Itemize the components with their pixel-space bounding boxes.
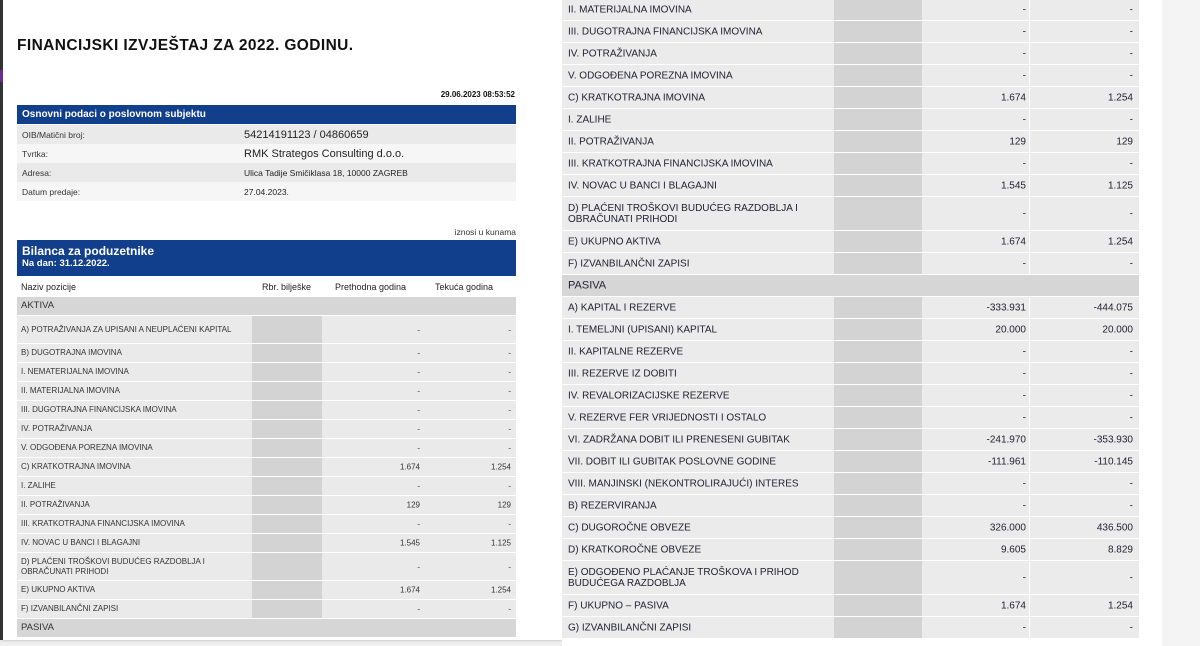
info-value: RMK Strategos Consulting d.o.o. — [239, 144, 516, 163]
column-divider — [1029, 43, 1030, 64]
curr-year-value: 436.500 — [1096, 522, 1133, 533]
table-row — [562, 21, 1139, 43]
note-cell — [252, 401, 322, 419]
right-document-panel — [562, 0, 1162, 646]
table-row — [562, 253, 1139, 275]
curr-year-value: - — [508, 325, 511, 334]
column-divider — [1029, 407, 1030, 428]
note-cell — [834, 153, 922, 174]
balance-sheet-header — [17, 240, 516, 276]
column-divider — [1029, 175, 1030, 196]
note-cell — [834, 407, 922, 428]
row-label: III. KRATKOTRAJNA FINANCIJSKA IMOVINA — [568, 158, 773, 169]
curr-year-value: 1.254 — [1107, 92, 1133, 103]
note-cell — [834, 175, 922, 196]
row-label: E) UKUPNO AKTIVA — [568, 236, 661, 247]
section-row — [17, 297, 516, 316]
left-document-panel — [0, 0, 562, 640]
curr-year-value: - — [1129, 258, 1133, 269]
info-label: Datum predaje: — [17, 182, 239, 201]
curr-year-value: - — [1129, 390, 1133, 401]
prev-year-value: 129 — [1009, 136, 1026, 147]
column-divider — [1029, 595, 1030, 616]
prev-year-value: 1.674 — [1000, 92, 1026, 103]
note-cell — [834, 43, 922, 64]
row-label: III. REZERVE IZ DOBITI — [568, 368, 677, 379]
row-label: II. POTRAŽIVANJA — [21, 500, 90, 509]
table-row — [562, 451, 1139, 473]
column-headers — [17, 278, 516, 296]
table-row — [562, 87, 1139, 109]
table-row — [17, 477, 516, 496]
curr-year-value: - — [1129, 500, 1133, 511]
row-label: I. ZALIHE — [568, 114, 612, 125]
left-balance-rows — [17, 297, 516, 638]
section-row — [562, 275, 1139, 297]
company-info-table — [17, 125, 516, 201]
curr-year-value: 129 — [497, 500, 511, 510]
prev-year-value: - — [417, 562, 420, 571]
column-divider — [1029, 473, 1030, 494]
row-label: I. NEMATERIJALNA IMOVINA — [21, 367, 129, 376]
prev-year-value: - — [1022, 622, 1026, 633]
note-cell — [834, 429, 922, 450]
row-label: V. ODGOĐENA POREZNA IMOVINA — [568, 70, 733, 81]
curr-year-value: 20.000 — [1102, 324, 1133, 335]
info-row — [17, 144, 516, 163]
table-row — [562, 65, 1139, 87]
row-label: II. POTRAŽIVANJA — [568, 136, 654, 147]
column-divider — [1029, 319, 1030, 340]
prev-year-value: - — [1022, 390, 1026, 401]
table-row — [562, 0, 1139, 21]
row-label: II. MATERIJALNA IMOVINA — [21, 386, 120, 395]
column-divider — [1029, 341, 1030, 362]
note-cell — [834, 451, 922, 472]
note-cell — [834, 319, 922, 340]
column-divider — [1029, 109, 1030, 130]
prev-year-value: - — [1022, 258, 1026, 269]
prev-year-value: 1.545 — [1000, 180, 1026, 191]
prev-year-value: -241.970 — [986, 434, 1026, 445]
note-cell — [834, 253, 922, 274]
section-row — [17, 619, 516, 638]
column-divider — [1029, 253, 1030, 274]
row-label: D) PLAĆENI TROŠKOVI BUDUĆEG RAZDOBLJA I OBRAČUNATI PRIHODI — [21, 556, 205, 576]
column-divider — [1029, 561, 1030, 594]
column-divider — [1029, 617, 1030, 638]
column-divider — [1029, 87, 1030, 108]
note-cell — [252, 534, 322, 552]
info-label: Adresa: — [17, 163, 239, 182]
row-label: C) DUGOROČNE OBVEZE — [568, 522, 691, 533]
curr-year-value: - — [508, 443, 511, 453]
note-cell — [252, 553, 322, 580]
info-section-header: Osnovni podaci o poslovnom subjektu — [17, 105, 516, 124]
note-cell — [252, 363, 322, 381]
prev-year-value: - — [1022, 500, 1026, 511]
table-row — [17, 515, 516, 534]
prev-year-value: 20.000 — [995, 324, 1026, 335]
prev-year-value: - — [1022, 70, 1026, 81]
balance-sheet-title: Bilanca za poduzetnike — [22, 244, 155, 258]
row-label: B) REZERVIRANJA — [568, 500, 657, 511]
row-label: IV. POTRAŽIVANJA — [568, 48, 657, 59]
curr-year-value: - — [1129, 48, 1133, 59]
note-cell — [834, 109, 922, 130]
note-cell — [834, 65, 922, 86]
row-label: B) DUGOTRAJNA IMOVINA — [21, 348, 122, 357]
row-label: IV. POTRAŽIVANJA — [21, 424, 93, 433]
note-cell — [834, 197, 922, 230]
curr-year-value: - — [1129, 368, 1133, 379]
row-label: C) KRATKOTRAJNA IMOVINA — [21, 462, 131, 471]
table-row — [562, 617, 1139, 639]
curr-year-value: 8.829 — [1107, 544, 1133, 555]
table-row — [17, 600, 516, 619]
table-row — [562, 231, 1139, 253]
report-timestamp: 29.06.2023 08:53:52 — [440, 90, 515, 99]
table-row — [562, 517, 1139, 539]
table-row — [17, 316, 516, 344]
prev-year-value: - — [1022, 114, 1026, 125]
prev-year-value: - — [1022, 26, 1026, 37]
prev-year-value: -111.961 — [988, 456, 1026, 467]
curr-year-value: - — [1129, 478, 1133, 489]
prev-year-value: - — [417, 519, 420, 529]
note-cell — [834, 0, 922, 20]
row-label: VIII. MANJINSKI (NEKONTROLIRAJUĆI) INTERES — [568, 478, 799, 489]
note-cell — [834, 617, 922, 638]
row-label: E) UKUPNO AKTIVA — [21, 585, 96, 594]
prev-year-value: - — [417, 325, 420, 334]
curr-year-value: 1.254 — [1107, 600, 1133, 611]
row-label: D) KRATKOROČNE OBVEZE — [568, 544, 702, 555]
note-cell — [834, 87, 922, 108]
prev-year-value: - — [417, 386, 420, 396]
table-row — [562, 153, 1139, 175]
prev-year-value: - — [1022, 158, 1026, 169]
prev-year-value: - — [1022, 48, 1026, 59]
note-cell — [252, 515, 322, 533]
table-row — [562, 429, 1139, 451]
row-label: PASIVA — [21, 622, 54, 633]
prev-year-value: - — [417, 443, 420, 453]
curr-year-value: - — [1129, 208, 1133, 219]
balance-sheet-date: Na dan: 31.12.2022. — [22, 258, 110, 269]
curr-year-value: - — [508, 424, 511, 434]
curr-year-value: - — [508, 481, 511, 491]
table-row — [17, 439, 516, 458]
table-row — [562, 131, 1139, 153]
prev-year-value: - — [1022, 412, 1026, 423]
table-row — [562, 539, 1139, 561]
prev-year-value: - — [1022, 572, 1026, 583]
note-cell — [834, 595, 922, 616]
prev-year-value: - — [1022, 346, 1026, 357]
column-divider — [1029, 539, 1030, 560]
window-edge — [0, 0, 3, 640]
prev-year-value: -333.931 — [986, 302, 1026, 313]
row-label: E) ODGOĐENO PLAĆANJE TROŠKOVA I PRIHOD BUDUĆEGA RAZDOBLJA — [568, 566, 799, 589]
prev-year-value: - — [1022, 368, 1026, 379]
curr-year-value: - — [508, 348, 511, 358]
prev-year-value: - — [1022, 478, 1026, 489]
curr-year-value: - — [1129, 70, 1133, 81]
table-row — [17, 534, 516, 553]
curr-year-value: 1.125 — [490, 538, 511, 548]
row-label: A) KAPITAL I REZERVE — [568, 302, 677, 313]
info-label: Tvrtka: — [17, 144, 239, 163]
row-label: IV. REVALORIZACIJSKE REZERVE — [568, 390, 730, 401]
note-cell — [834, 517, 922, 538]
prev-year-value: 1.545 — [399, 538, 420, 548]
table-row — [17, 496, 516, 515]
table-row — [562, 175, 1139, 197]
info-value: 27.04.2023. — [239, 182, 516, 201]
note-cell — [252, 382, 322, 400]
row-label: IV. NOVAC U BANCI I BLAGAJNI — [568, 180, 717, 191]
note-cell — [834, 363, 922, 384]
curr-year-value: - — [1129, 622, 1133, 633]
table-row — [17, 401, 516, 420]
info-label: OIB/Matični broj: — [17, 125, 239, 144]
prev-year-value: - — [1022, 4, 1026, 15]
curr-year-value: - — [1129, 412, 1133, 423]
note-cell — [252, 581, 322, 599]
right-balance-rows — [562, 0, 1139, 639]
table-row — [17, 344, 516, 363]
row-label: AKTIVA — [21, 300, 55, 311]
column-divider — [1029, 363, 1030, 384]
row-label: C) KRATKOTRAJNA IMOVINA — [568, 92, 706, 103]
table-row — [562, 109, 1139, 131]
row-label: II. KAPITALNE REZERVE — [568, 346, 684, 357]
table-row — [562, 319, 1139, 341]
note-cell — [252, 477, 322, 495]
col-header-curr: Tekuća godina — [435, 282, 494, 292]
row-label: D) PLAĆENI TROŠKOVI BUDUĆEG RAZDOBLJA I OBRAČUNATI PRIHODI — [568, 202, 798, 225]
note-cell — [252, 600, 322, 618]
prev-year-value: - — [417, 367, 420, 377]
note-cell — [252, 420, 322, 438]
document-title: FINANCIJSKI IZVJEŠTAJ ZA 2022. GODINU. — [17, 37, 354, 54]
note-cell — [252, 316, 322, 343]
column-divider — [1029, 131, 1030, 152]
column-divider — [1029, 297, 1030, 318]
curr-year-value: - — [1129, 346, 1133, 357]
curr-year-value: 1.125 — [1107, 180, 1133, 191]
curr-year-value: - — [508, 386, 511, 396]
column-divider — [1029, 21, 1030, 42]
prev-year-value: - — [417, 604, 420, 614]
note-cell — [834, 21, 922, 42]
note-cell — [834, 131, 922, 152]
prev-year-value: - — [417, 481, 420, 491]
col-header-prev: Prethodna godina — [335, 282, 407, 292]
prev-year-value: - — [417, 424, 420, 434]
prev-year-value: 1.674 — [399, 585, 420, 595]
note-cell — [834, 495, 922, 516]
row-label: F) IZVANBILANČNI ZAPISI — [568, 258, 690, 269]
curr-year-value: - — [1129, 114, 1133, 125]
table-row — [562, 363, 1139, 385]
column-divider — [1029, 65, 1030, 86]
info-row — [17, 125, 516, 144]
row-label: PASIVA — [568, 279, 607, 291]
row-label: VI. ZADRŽANA DOBIT ILI PRENESENI GUBITAK — [568, 434, 790, 445]
row-label: III. KRATKOTRAJNA FINANCIJSKA IMOVINA — [21, 519, 185, 528]
curr-year-value: 129 — [1116, 136, 1133, 147]
note-cell — [252, 458, 322, 476]
prev-year-value: 326.000 — [989, 522, 1026, 533]
table-row — [562, 595, 1139, 617]
row-label: I. ZALIHE — [21, 481, 56, 490]
table-row — [17, 553, 516, 581]
table-row — [562, 43, 1139, 65]
note-cell — [834, 297, 922, 318]
info-row — [17, 182, 516, 201]
note-cell — [834, 385, 922, 406]
prev-year-value: - — [1022, 208, 1026, 219]
curr-year-value: - — [508, 562, 511, 571]
table-row — [562, 495, 1139, 517]
note-cell — [252, 439, 322, 457]
note-cell — [834, 231, 922, 252]
column-divider — [1029, 385, 1030, 406]
note-cell — [834, 539, 922, 560]
curr-year-value: -444.075 — [1093, 302, 1133, 313]
info-value: Ulica Tadije Smičiklasa 18, 10000 ZAGREB — [239, 163, 516, 182]
table-row — [562, 407, 1139, 429]
table-row — [17, 363, 516, 382]
info-row — [17, 163, 516, 182]
col-header-name: Naziv pozicije — [21, 282, 77, 292]
row-label: A) POTRAŽIVANJA ZA UPISANI A NEUPLAĆENI KAPITAL — [21, 324, 232, 334]
table-row — [17, 382, 516, 401]
prev-year-value: 1.674 — [399, 462, 420, 472]
curr-year-value: -353.930 — [1093, 434, 1133, 445]
prev-year-value: 9.605 — [1000, 544, 1026, 555]
row-label: IV. NOVAC U BANCI I BLAGAJNI — [21, 538, 141, 547]
column-divider — [1029, 495, 1030, 516]
page-background-gutter — [1162, 0, 1200, 646]
table-row — [17, 458, 516, 477]
row-label: G) IZVANBILANČNI ZAPISI — [568, 622, 692, 633]
curr-year-value: - — [1129, 26, 1133, 37]
curr-year-value: 1.254 — [1107, 236, 1133, 247]
curr-year-value: - — [508, 604, 511, 614]
row-label: F) IZVANBILANČNI ZAPISI — [21, 604, 119, 613]
table-row — [562, 385, 1139, 407]
row-label: V. REZERVE FER VRIJEDNOSTI I OSTALO — [568, 412, 767, 423]
note-cell — [834, 561, 922, 594]
curr-year-value: - — [508, 519, 511, 529]
prev-year-value: 1.674 — [1000, 600, 1026, 611]
col-header-note: Rbr. bilješke — [262, 282, 312, 292]
row-label: II. MATERIJALNA IMOVINA — [568, 4, 692, 15]
prev-year-value: - — [417, 348, 420, 358]
curr-year-value: -110.145 — [1094, 456, 1133, 467]
column-divider — [1029, 153, 1030, 174]
row-label: V. ODGOĐENA POREZNA IMOVINA — [21, 443, 153, 452]
row-label: III. DUGOTRAJNA FINANCIJSKA IMOVINA — [21, 405, 177, 414]
note-cell — [834, 473, 922, 494]
prev-year-value: 1.674 — [1000, 236, 1026, 247]
curr-year-value: 1.254 — [490, 462, 511, 472]
table-row — [562, 473, 1139, 495]
table-row — [562, 341, 1139, 363]
column-divider — [1029, 0, 1030, 20]
info-value: 54214191123 / 04860659 — [239, 125, 516, 144]
note-cell — [834, 341, 922, 362]
note-cell — [252, 496, 322, 514]
row-label: III. DUGOTRAJNA FINANCIJSKA IMOVINA — [568, 26, 763, 37]
curr-year-value: - — [508, 367, 511, 377]
row-label: I. TEMELJNI (UPISANI) KAPITAL — [568, 324, 718, 335]
row-label: F) UKUPNO – PASIVA — [568, 600, 669, 611]
column-divider — [1029, 429, 1030, 450]
table-row — [562, 297, 1139, 319]
curr-year-value: - — [1129, 572, 1133, 583]
curr-year-value: - — [1129, 158, 1133, 169]
column-divider — [1029, 517, 1030, 538]
curr-year-value: - — [1129, 4, 1133, 15]
column-divider — [1029, 197, 1030, 230]
prev-year-value: 129 — [406, 500, 420, 510]
table-row — [17, 420, 516, 439]
column-divider — [1029, 451, 1030, 472]
edge-marker — [0, 70, 3, 82]
currency-note: iznosi u kunama — [454, 227, 516, 237]
curr-year-value: 1.254 — [490, 585, 511, 595]
row-label: VII. DOBIT ILI GUBITAK POSLOVNE GODINE — [568, 456, 777, 467]
note-cell — [252, 344, 322, 362]
prev-year-value: - — [417, 405, 420, 415]
table-row — [562, 197, 1139, 231]
table-row — [562, 561, 1139, 595]
table-row — [17, 581, 516, 600]
column-divider — [1029, 231, 1030, 252]
curr-year-value: - — [508, 405, 511, 415]
